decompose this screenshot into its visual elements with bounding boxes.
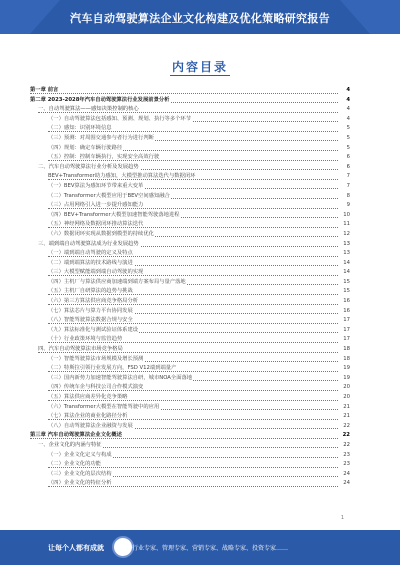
toc-chapter-entry[interactable] — [30, 431, 350, 441]
toc-section-entry[interactable] — [30, 115, 350, 125]
toc-leader-dots — [48, 390, 338, 391]
toc-section-entry[interactable] — [30, 134, 350, 144]
toc-section-entry[interactable] — [30, 470, 350, 480]
toc-entry-page: 17 — [342, 335, 350, 345]
toc-section-entry[interactable] — [30, 259, 350, 269]
toc-entry-text: （四）BEV+Transformer大模型加速智能驾驶落地进程 — [48, 211, 180, 218]
toc-entry-text: （一）端到端自动驾驶的定义及特点 — [48, 250, 133, 257]
toc-entry-page: 21 — [342, 412, 350, 422]
toc-entry-page: 19 — [342, 364, 350, 374]
toc-entry-page: 10 — [342, 211, 350, 221]
toc-entry-page: 16 — [342, 307, 350, 317]
toc-entry-text: （六）Transformer大模型在智能驾驶中的应用 — [48, 403, 160, 410]
toc-entry-page: 18 — [342, 355, 350, 365]
toc-section-entry[interactable] — [30, 451, 350, 461]
toc-leader-dots — [30, 93, 338, 94]
toc-section-entry[interactable] — [30, 383, 350, 393]
toc-entry-text: （一）自动驾驶算法包括感知、预测、规划、执行等多个环节 — [48, 115, 192, 122]
footer-slogan: 让每个人都有成就 — [48, 544, 104, 552]
toc-section-entry[interactable] — [30, 278, 350, 288]
toc-entry-page: 20 — [342, 383, 350, 393]
toc-entry-page: 9 — [346, 201, 350, 211]
toc-heading-rule — [170, 75, 230, 76]
toc-entry-text: （二）企业文化的功能 — [48, 461, 101, 468]
toc-entry-page: 15 — [342, 287, 350, 297]
toc-section-entry[interactable] — [30, 479, 350, 489]
toc-entry-text: （八）智能驾驶算法数据合规与安全 — [48, 317, 133, 324]
toc-section-entry[interactable] — [30, 335, 350, 345]
report-header — [0, 0, 400, 34]
toc-section-entry[interactable] — [30, 355, 350, 365]
toc-entry-page: 24 — [342, 470, 350, 480]
table-of-contents — [30, 86, 350, 489]
toc-entry-text: （二）感知：识别环境信息 — [48, 125, 112, 132]
toc-entry-page: 17 — [342, 326, 350, 336]
toc-section-entry[interactable] — [30, 163, 350, 173]
toc-entry-text: 一、企业文化的内涵与特征 — [38, 441, 102, 448]
toc-entry-text: （五）神经网络及数据闭环推动算法迭代 — [48, 221, 144, 228]
toc-entry-page: 4 — [346, 115, 350, 125]
footer-expert-list: 行业专家、管理专家、营销专家、战略专家、投资专家…… — [132, 545, 289, 552]
toc-entry-page: 5 — [346, 144, 350, 154]
toc-entry-page: 12 — [342, 230, 350, 240]
toc-entry-text: 第三章 汽车自动驾驶算法企业文化概述 — [30, 432, 122, 439]
toc-entry-text: （三）预测：对周围交通参与者行为进行判断 — [48, 134, 154, 141]
toc-entry-text: （四）主机厂与算法供应商加速端到端方案布局与量产落地 — [48, 278, 186, 285]
toc-entry-page: 14 — [342, 268, 350, 278]
toc-entry-page: 21 — [342, 403, 350, 413]
toc-chapter-entry[interactable] — [30, 86, 350, 96]
toc-section-entry[interactable] — [30, 124, 350, 134]
toc-entry-page: 20 — [342, 393, 350, 403]
toc-entry-page: 6 — [346, 163, 350, 173]
toc-entry-text: （七）算法企业的商业化路径分析 — [48, 413, 128, 420]
toc-section-entry[interactable] — [30, 182, 350, 192]
toc-entry-text: （九）算法标准化与测试验证体系建设 — [48, 326, 139, 333]
toc-entry-text: 四、汽车自动驾驶算法市场竞争格局 — [38, 346, 123, 353]
footer-logo-icon — [112, 536, 134, 558]
toc-section-entry[interactable] — [30, 393, 350, 403]
toc-entry-text: BEV+Transformer助力感知，大模型推动算法迭代与数据闭环 — [48, 173, 196, 180]
toc-section-entry[interactable] — [30, 192, 350, 202]
toc-leader-dots — [48, 294, 338, 295]
toc-section-entry[interactable] — [30, 460, 350, 470]
toc-entry-page: 23 — [342, 460, 350, 470]
toc-entry-page: 22 — [342, 441, 350, 451]
toc-entry-text: （五）控制：控制车辆执行，实现安全高效行驶 — [48, 154, 160, 161]
toc-section-entry[interactable] — [30, 412, 350, 422]
toc-section-entry[interactable] — [30, 201, 350, 211]
toc-entry-page: 19 — [342, 374, 350, 384]
report-title: 汽车自动驾驶算法企业文化构建及优化策略研究报告 — [70, 12, 330, 25]
toc-heading: 内容目录 — [171, 60, 228, 74]
toc-entry-page: 13 — [342, 240, 350, 250]
toc-leader-dots — [48, 342, 338, 343]
toc-entry-page: 23 — [342, 451, 350, 461]
toc-entry-text: （二）Transformer大模型应用于BEV空间感知融合 — [48, 192, 170, 199]
toc-entry-page: 14 — [342, 259, 350, 269]
toc-section-entry[interactable] — [30, 374, 350, 384]
toc-section-entry[interactable] — [30, 316, 350, 326]
toc-entry-page: 7 — [346, 172, 350, 182]
toc-section-entry[interactable] — [30, 307, 350, 317]
toc-entry-page: 22 — [342, 422, 350, 432]
toc-entry-text: 第一章 前言 — [30, 87, 59, 93]
toc-section-entry[interactable] — [30, 297, 350, 307]
toc-section-entry[interactable] — [30, 220, 350, 230]
toc-entry-page: 11 — [342, 220, 350, 230]
toc-entry-text: （五）主机厂自研算法的趋势与挑战 — [48, 288, 133, 295]
toc-entry-text: （六）第三方算法供应商竞争格局分析 — [48, 298, 139, 305]
toc-entry-page: 16 — [342, 297, 350, 307]
toc-entry-page: 4 — [345, 86, 350, 96]
toc-section-entry[interactable] — [30, 268, 350, 278]
toc-entry-text: （三）大模型赋能端到端自动驾驶的实现 — [48, 269, 144, 276]
toc-entry-text: （七）算法芯片与算力平台协同发展 — [48, 307, 133, 314]
toc-entry-page: 6 — [346, 153, 350, 163]
toc-entry-text: （一）企业文化定义与构成 — [48, 451, 112, 458]
toc-entry-text: （八）自动驾驶算法企业融资与发展 — [48, 422, 133, 429]
toc-entry-text: （四）企业文化的特征分析 — [48, 480, 112, 487]
toc-section-entry[interactable] — [30, 153, 350, 163]
toc-entry-page: 5 — [346, 134, 350, 144]
toc-entry-page: 4 — [346, 105, 350, 115]
toc-entry-text: （四）传统车企与科技公司合作模式演变 — [48, 384, 144, 391]
toc-entry-page: 22 — [342, 431, 350, 441]
toc-section-entry[interactable] — [30, 403, 350, 413]
toc-entry-page: 18 — [342, 345, 350, 355]
toc-entry-text: （一）BEV算法为感知环节带来重大变革 — [48, 182, 144, 189]
report-footer — [0, 530, 400, 565]
toc-entry-text: （二）端到端算法的技术路线与演进 — [48, 259, 133, 266]
toc-section-entry[interactable] — [30, 441, 350, 451]
toc-entry-text: 二、汽车自动驾驶算法行业分析及发展趋势 — [38, 163, 139, 170]
toc-entry-text: （六）数据闭环实现从数据到模型的持续优化 — [48, 230, 154, 237]
toc-entry-page: 24 — [342, 479, 350, 489]
toc-entry-text: （一）智能驾驶算法市场规模及增长预测 — [48, 355, 144, 362]
toc-chapter-entry[interactable] — [30, 96, 350, 106]
toc-section-entry[interactable] — [30, 422, 350, 432]
toc-entry-text: （四）规划：确定车辆行驶路径 — [48, 144, 123, 151]
toc-section-entry[interactable] — [30, 326, 350, 336]
toc-entry-text: 三、端到端自动驾驶算法成为行业发展趋势 — [38, 240, 139, 247]
toc-entry-page: 4 — [345, 96, 350, 106]
toc-entry-text: （十）行业政策环境与监管趋势 — [48, 336, 123, 343]
toc-leader-dots — [48, 131, 338, 132]
toc-entry-text: 第二章 2023-2028年汽车自动驾驶算法行业发展前景分析 — [30, 96, 170, 103]
toc-entry-text: （二）特斯拉引领行业发展方向，FSD V12端到端量产 — [48, 365, 177, 372]
toc-entry-text: （五）算法供应商差异化竞争策略 — [48, 394, 128, 400]
toc-entry-page: 15 — [342, 278, 350, 288]
toc-entry-page: 17 — [342, 316, 350, 326]
toc-section-entry[interactable] — [30, 172, 350, 182]
toc-entry-page: 8 — [346, 192, 350, 202]
toc-section-entry[interactable] — [30, 144, 350, 154]
toc-entry-page: 13 — [342, 249, 350, 259]
toc-entry-page: 7 — [346, 182, 350, 192]
toc-section-entry[interactable] — [30, 240, 350, 250]
toc-entry-text: （三）国内新势力加速智能驾驶算法自研，城市NOA全面落地 — [48, 374, 193, 381]
toc-section-entry[interactable] — [30, 364, 350, 374]
toc-section-entry[interactable] — [30, 287, 350, 297]
page-number: 1 — [340, 515, 344, 521]
toc-section-entry[interactable] — [30, 230, 350, 240]
toc-section-entry[interactable] — [30, 249, 350, 259]
toc-section-entry[interactable] — [30, 345, 350, 355]
toc-entry-text: （三）占用网络引入进一步提升感知能力 — [48, 202, 144, 209]
toc-section-entry[interactable] — [30, 211, 350, 221]
toc-entry-page: 5 — [346, 124, 350, 134]
toc-section-entry[interactable] — [30, 105, 350, 115]
toc-entry-text: （三）企业文化的层次结构 — [48, 470, 112, 477]
toc-entry-text: 一、自动驾驶算法——感知决策控制的核心 — [38, 106, 139, 113]
toc-leader-dots — [30, 438, 338, 439]
